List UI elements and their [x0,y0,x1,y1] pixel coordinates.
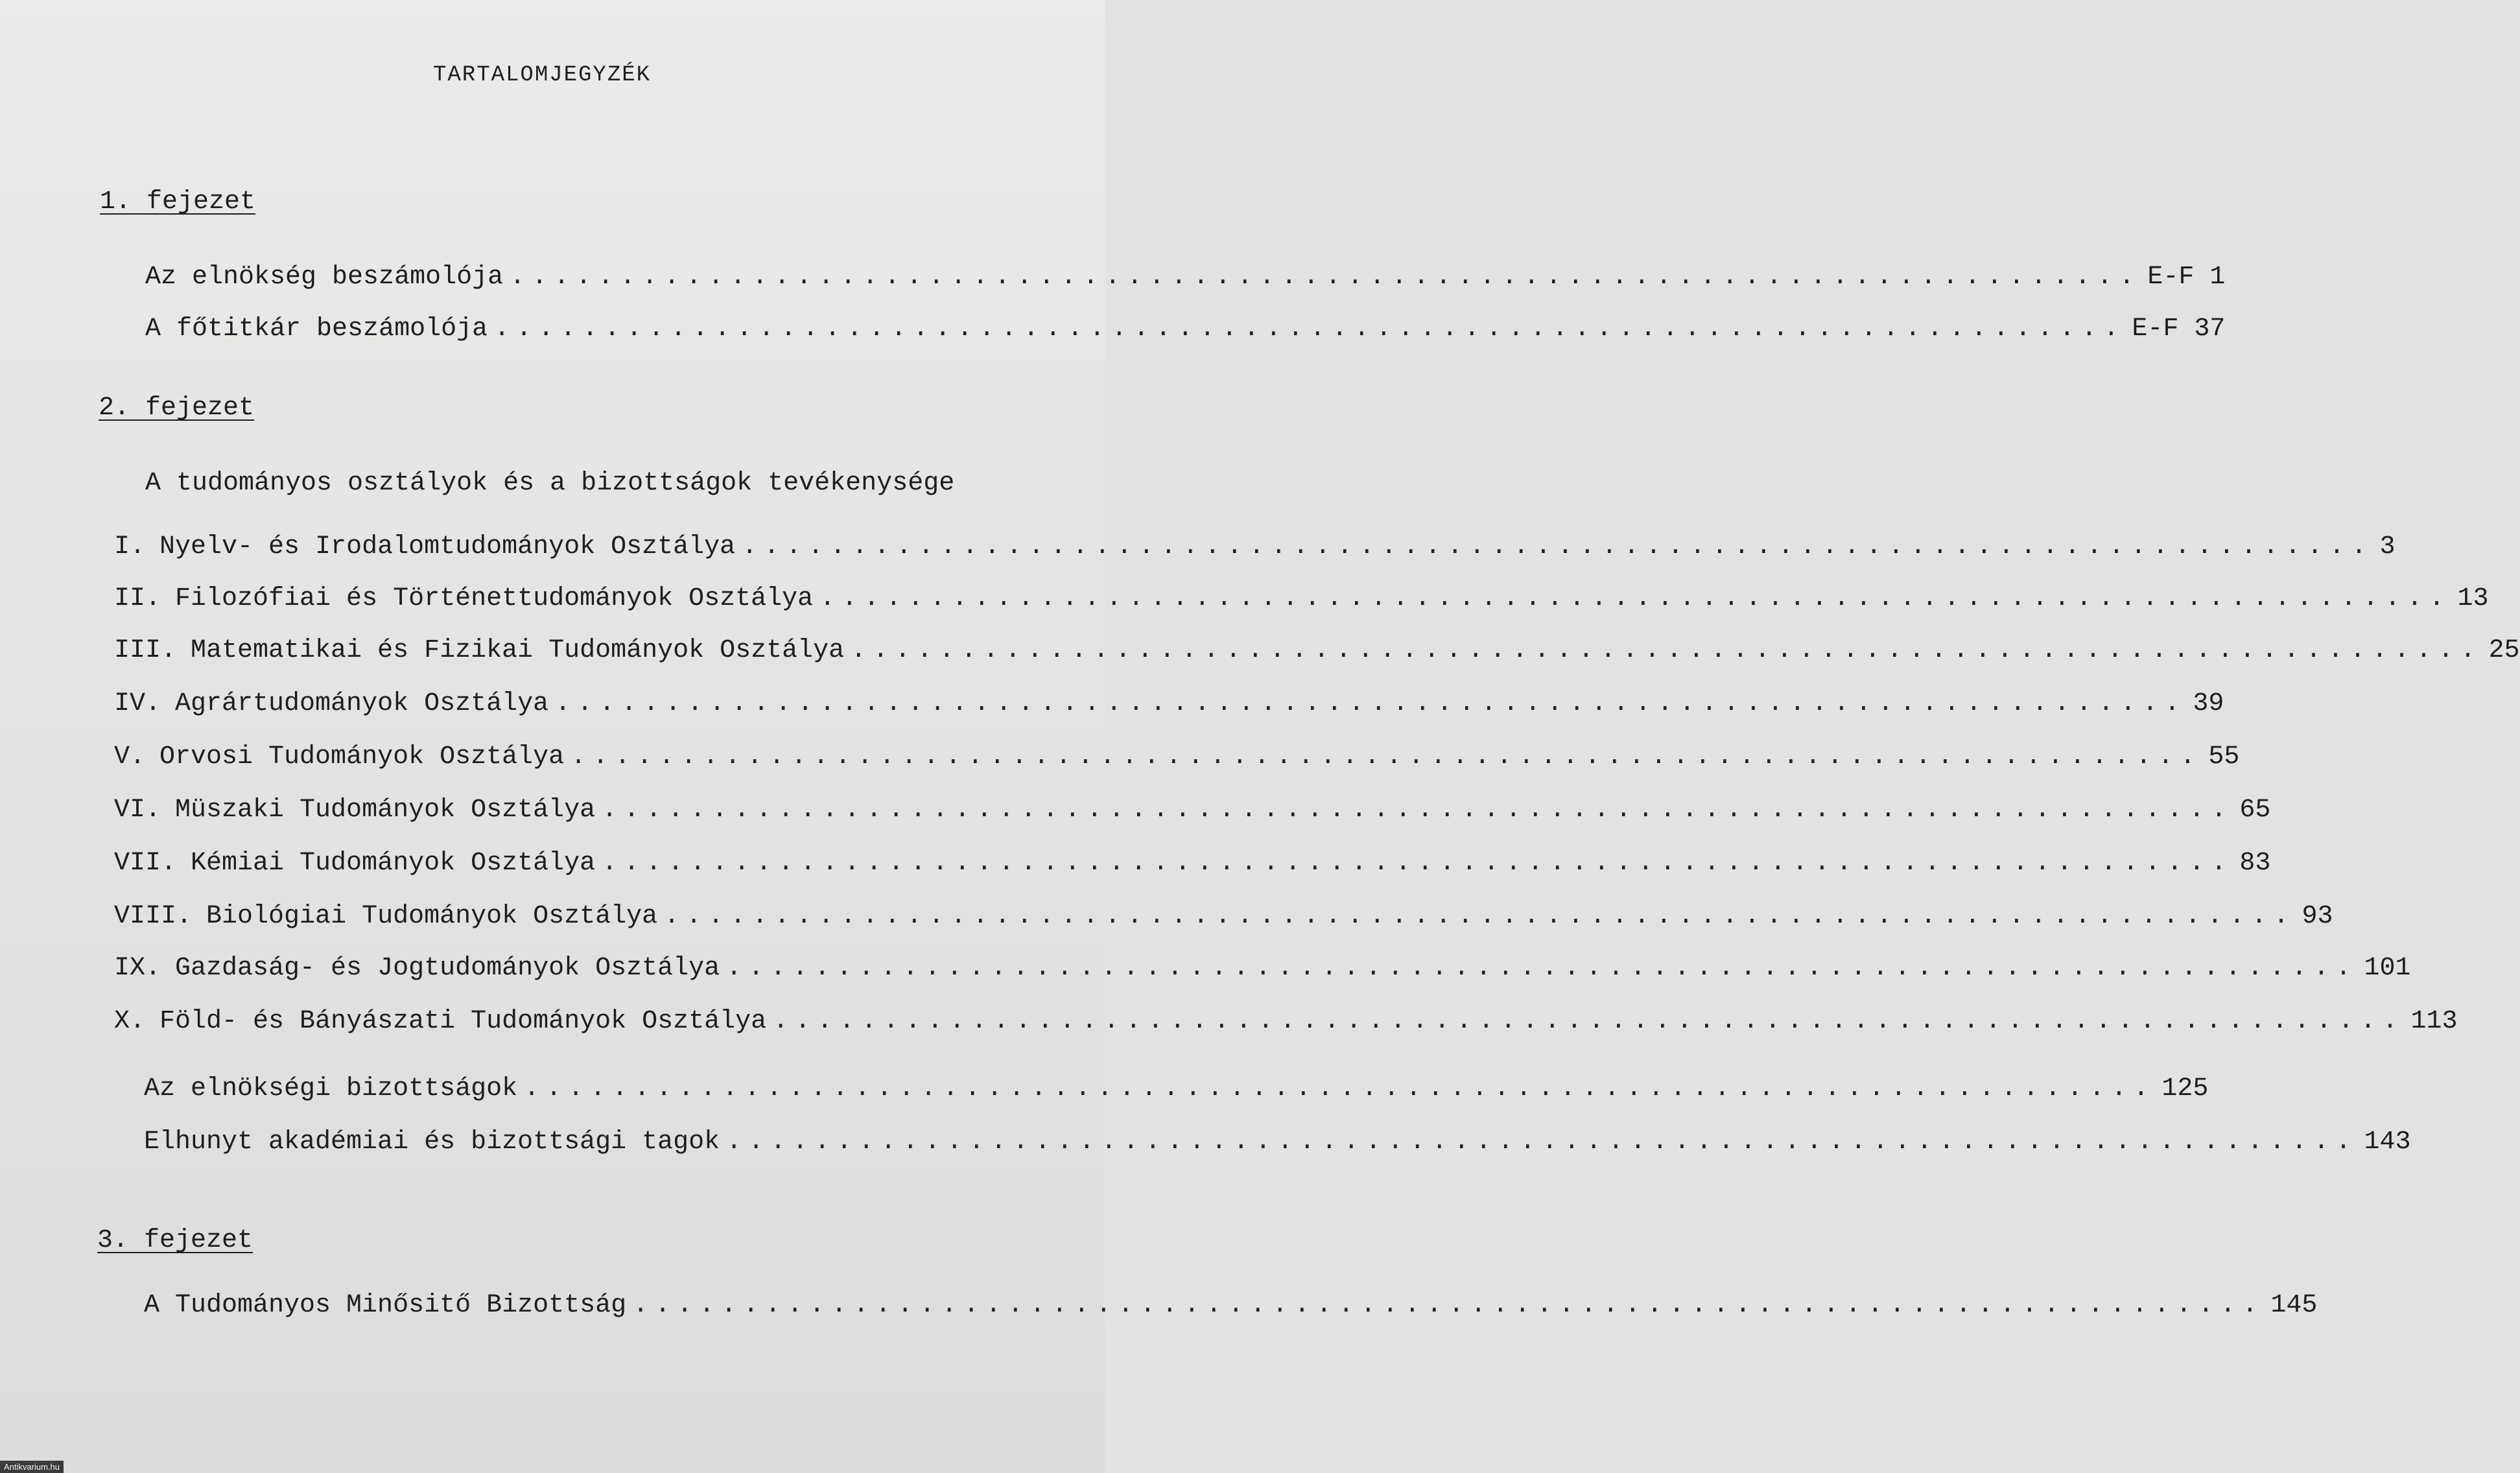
toc-page-number: 101 [2364,954,2411,983]
chapter-2-intro: A tudományos osztályok és a bizottságok tevékenysége [145,469,955,498]
section-label: Biológiai Tudományok Osztálya [206,902,658,931]
section-numeral: VIII. [114,902,193,931]
section-label: Müszaki Tudományok Osztálya [175,795,596,825]
dot-leader: .......................................................................... [742,532,2373,561]
toc-section [114,532,2396,563]
section-label: Orvosi Tudományok Osztálya [159,742,565,772]
toc-section [114,848,2271,879]
dot-leader: .......................................................................... [494,314,2126,344]
toc-page-number: 113 [2410,1007,2458,1036]
toc-page-number: 55 [2208,742,2240,772]
toc-page-number: 3 [2379,532,2396,561]
toc-page-number: 39 [2193,689,2224,718]
dot-leader: .......................................................................... [851,636,2482,665]
section-numeral: VI. [114,795,161,825]
dot-leader: .......................................................................... [819,584,2451,613]
section-numeral: III. [114,636,177,665]
toc-section [114,1006,2458,1037]
dot-leader: .......................................................................... [602,849,2233,878]
watermark: Antikvarium.hu [0,1461,64,1473]
section-numeral: VII. [114,849,177,878]
section-numeral: II. [114,584,161,613]
chapter-2-heading: 2. fejezet [99,394,255,423]
toc-entry-label: Az elnökség beszámolója [145,263,504,292]
section-label: Matematikai és Fizikai Tudományok Osztálya [191,636,845,665]
dot-leader: .......................................................................... [726,1127,2358,1157]
toc-section [114,689,2224,720]
toc-page-number: E-F 37 [2132,314,2226,344]
toc-page-number: 145 [2270,1291,2318,1320]
toc-section [114,583,2489,615]
chapter-3-heading: 3. fejezet [97,1226,253,1255]
section-label: Nyelv- és Irodalomtudományok Osztálya [159,532,736,561]
section-label: Föld- és Bányászati Tudományok Osztálya [159,1007,767,1036]
toc-page-number: 83 [2239,849,2271,878]
toc-section [114,795,2271,826]
toc-section [114,635,2520,666]
toc-section [114,901,2333,932]
section-label: Gazdaság- és Jogtudományok Osztálya [175,954,720,983]
dot-leader: .......................................................................... [726,954,2358,983]
section-numeral: IX. [114,954,161,983]
toc-entry-label: A főtitkár beszámolója [145,314,488,344]
dot-leader: .......................................................................... [571,742,2202,772]
dot-leader: .......................................................................... [633,1291,2265,1320]
toc-page-number: 143 [2364,1127,2411,1157]
dot-leader: .......................................................................... [524,1074,2156,1103]
dot-leader: .......................................................................... [510,263,2141,292]
dot-leader: .......................................................................... [773,1007,2405,1036]
toc-page-number: 65 [2239,795,2271,825]
toc-entry [145,314,2226,345]
toc-section [114,953,2411,984]
toc-page-number: 93 [2302,902,2333,931]
section-numeral: I. [114,532,146,561]
toc-entry [144,1290,2318,1321]
section-numeral: IV. [114,689,161,718]
toc-entry [144,1127,2411,1158]
dot-leader: .......................................................................... [602,795,2233,825]
toc-entry-label: Elhunyt akadémiai és bizottsági tagok [144,1127,720,1157]
section-label: Filozófiai és Történettudományok Osztálya [175,584,814,613]
section-numeral: V. [114,742,146,772]
toc-page-number: 125 [2161,1074,2209,1103]
toc-section [114,742,2240,773]
section-label: Agrártudományok Osztálya [175,689,549,718]
toc-page-number: E-F 1 [2147,263,2226,292]
toc-entry-label: Az elnökségi bizottságok [144,1074,518,1103]
chapter-1-heading: 1. fejezet [100,187,256,217]
toc-page-number: 25 [2488,636,2520,665]
section-label: Kémiai Tudományok Osztálya [191,849,596,878]
toc-entry-label: A Tudományos Minősitő Bizottság [144,1291,627,1320]
page-title: TARTALOMJEGYZÉK [433,63,652,88]
dot-leader: .......................................................................... [664,902,2296,931]
dot-leader: .......................................................................... [555,689,2187,718]
toc-entry [145,262,2226,293]
toc-entry [144,1074,2209,1105]
toc-page-number: 13 [2457,584,2489,613]
section-numeral: X. [114,1007,146,1036]
